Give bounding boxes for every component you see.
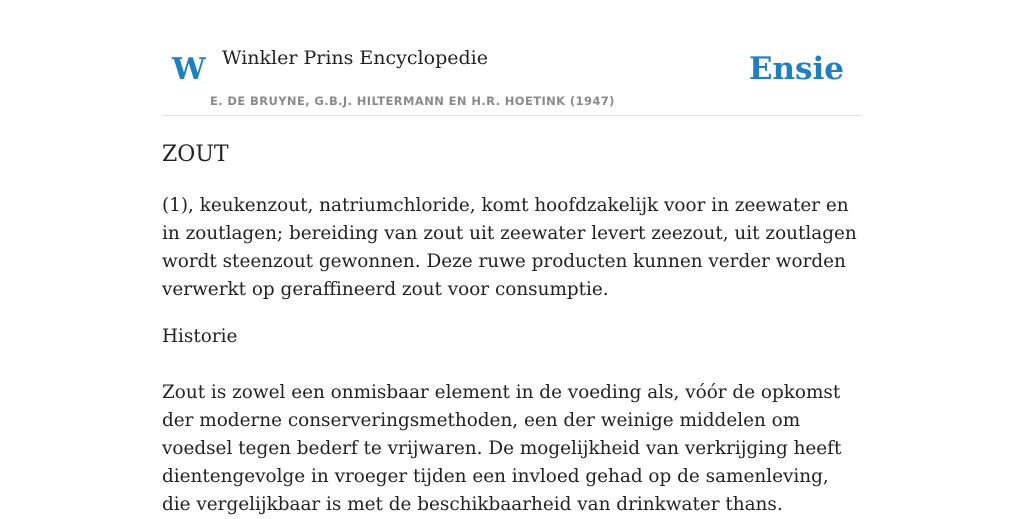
section-paragraph: Zout is zowel een onmisbaar element in de voeding als, vóór de opkomst der moderne conserveringsmethoden, een der weinige middelen om voedsel tegen bederf te vrijwaren. De mogelijkheid van verkrijging heeft dientengevolge in vroeger tijden een invloed gehad op de samenleving, die vergelijkbaar is met de beschikbaarheid van drinkwater thans. xyxy=(162,382,842,515)
source-header xyxy=(162,0,862,116)
source-title[interactable]: Winkler Prins Encyclopedie xyxy=(222,47,488,69)
source-authors: E. DE BRUYNE, G.B.J. HILTERMANN EN H.R. HOETINK (1947) xyxy=(210,94,615,108)
article-page xyxy=(162,0,862,515)
article-title: ZOUT xyxy=(162,142,229,167)
article-intro-paragraph: (1), keukenzout, natriumchloride, komt hoofdzakelijk voor in zeewater en in zoutlagen; bereiding van zout uit zeewater levert zeezout, uit zoutlagen wordt steenzout gewonnen. Deze ruwe producten kunnen verder worden verwerkt op geraffineerd zout voor consumptie. xyxy=(162,195,857,300)
section-heading: Historie xyxy=(162,326,238,347)
encyclopedia-logo-icon: W xyxy=(172,52,206,87)
brand-logo[interactable]: Ensie xyxy=(748,51,844,87)
